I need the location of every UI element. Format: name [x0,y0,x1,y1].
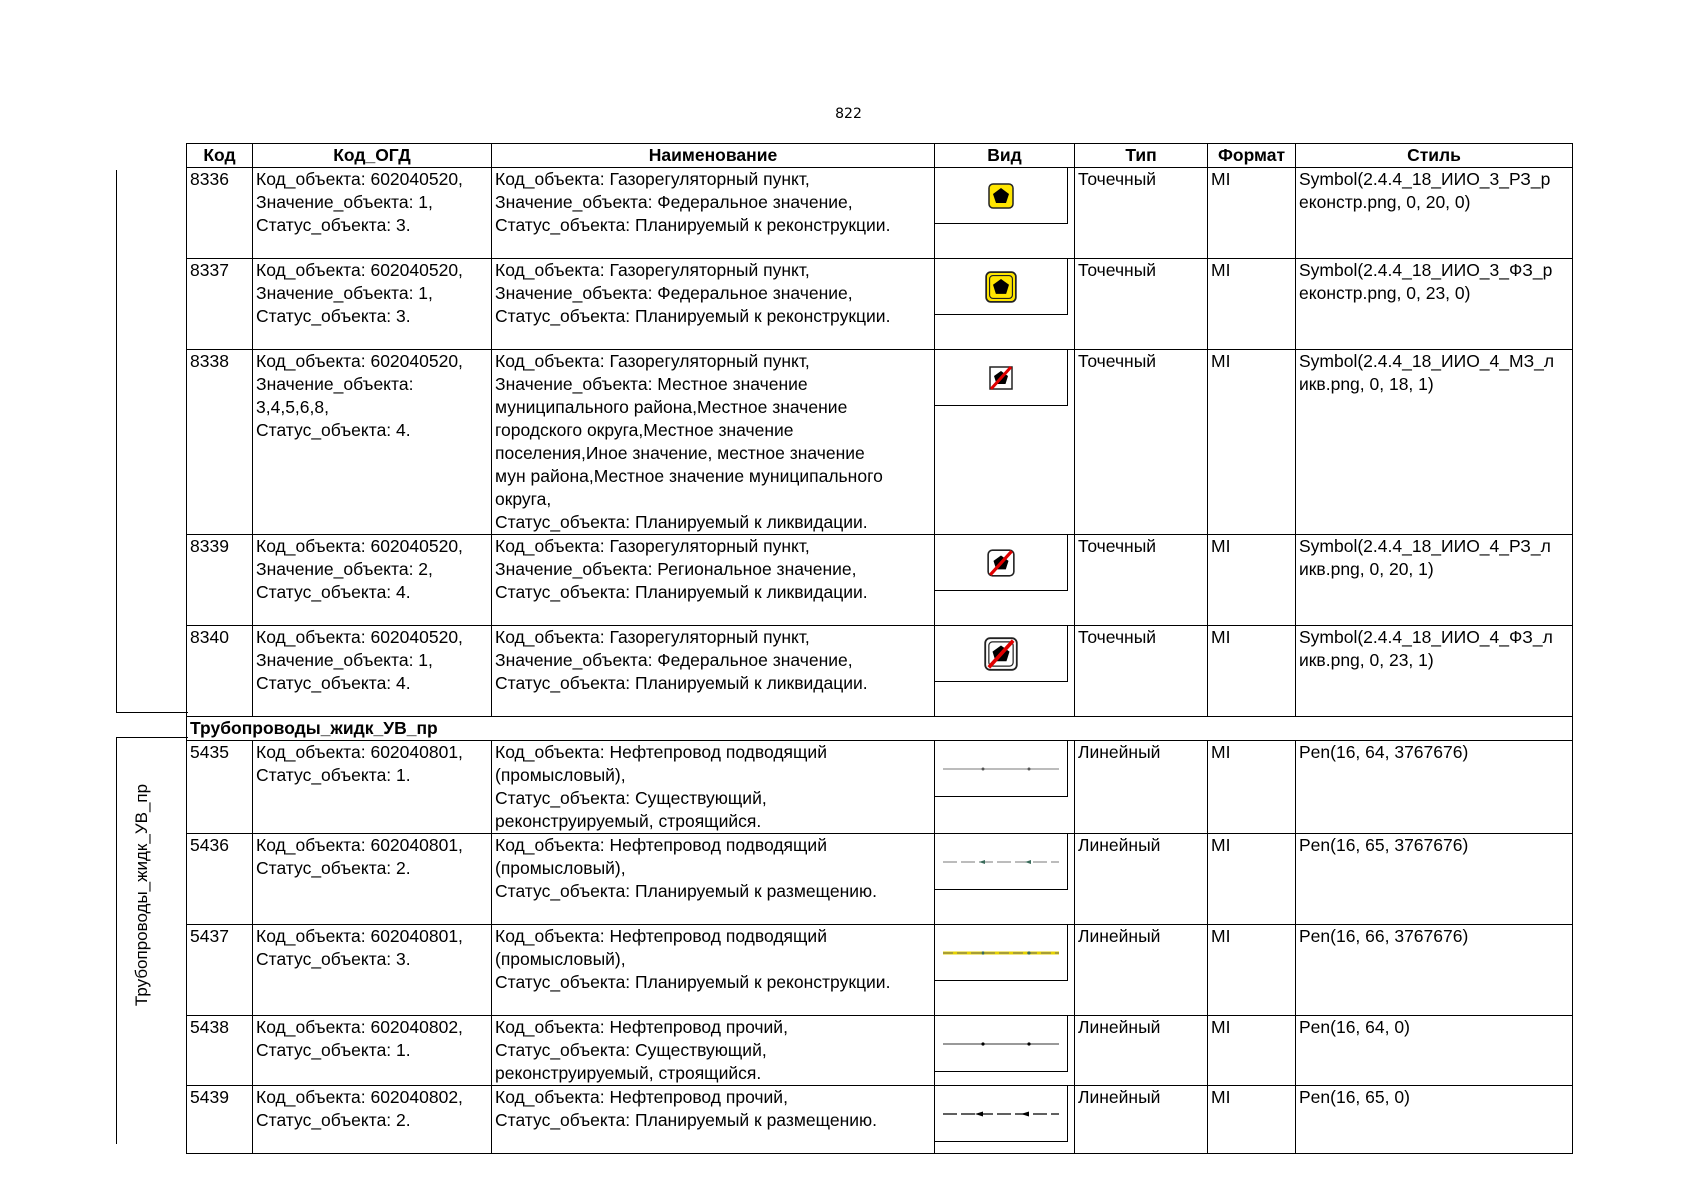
cell-kod: 5439 [187,1086,253,1154]
symbol-swatch [935,168,1068,224]
cell-stil: Symbol(2.4.4_18_ИИО_3_РЗ_р еконстр.png, 0, 20, 0) [1296,168,1573,259]
cell-stil: Symbol(2.4.4_18_ИИО_4_ФЗ_л икв.png, 0, 23, 1) [1296,626,1573,717]
pipeline-line-yellow-icon [941,948,1061,958]
cell-kod-ogd: Код_объекта: 602040520, Значение_объекта: 2, Статус_объекта: 4. [253,535,492,626]
cell-format: MI [1208,350,1296,535]
cell-format: MI [1208,1086,1296,1154]
cell-stil: Symbol(2.4.4_18_ИИО_4_МЗ_л икв.png, 0, 18, 1) [1296,350,1573,535]
cell-kod: 8339 [187,535,253,626]
cell-vid [935,168,1075,259]
header-naimenovanie: Наименование [492,144,935,168]
gas-point-liquidation-icon [987,364,1015,392]
cell-format: MI [1208,626,1296,717]
group-label: Трубопроводы_жидк_УВ_пр [132,783,151,1007]
cell-kod-ogd: Код_объекта: 602040520, Значение_объекта: 3,4,5,6,8, Статус_объекта: 4. [253,350,492,535]
legend-table [186,143,1573,1154]
cell-kod: 5437 [187,925,253,1016]
cell-naimenovanie: Код_объекта: Нефтепровод подводящий (промысловый), Статус_объекта: Существующий, реконструируемый, строящийся. [492,741,935,834]
cell-tip: Точечный [1075,168,1208,259]
gas-point-liquidation-federal-icon [984,637,1018,671]
table-header-row [187,144,1573,168]
cell-format: MI [1208,741,1296,834]
cell-tip: Линейный [1075,741,1208,834]
pipeline-line-dashed-grey-icon [941,857,1061,867]
cell-kod-ogd: Код_объекта: 602040520, Значение_объекта: 1, Статус_объекта: 3. [253,168,492,259]
header-stil: Стиль [1296,144,1573,168]
cell-tip: Линейный [1075,1086,1208,1154]
pipeline-line-dashed-black-icon [941,1109,1061,1119]
cell-naimenovanie: Код_объекта: Газорегуляторный пункт, Значение_объекта: Местное значение муниципального района,Местное значение городского округа,Местное значение поселения,Иное значение, местное значение мун района,Местное значение муниципального округа, Статус_объекта: Планируемый к ликвидации. [492,350,935,535]
group-bracket-bottom [116,737,117,1144]
cell-stil: Pen(16, 64, 0) [1296,1016,1573,1086]
cell-kod-ogd: Код_объекта: 602040801, Статус_объекта: 3. [253,925,492,1016]
cell-tip: Точечный [1075,626,1208,717]
cell-vid [935,925,1075,1016]
cell-vid [935,1016,1075,1086]
cell-naimenovanie: Код_объекта: Нефтепровод подводящий (промысловый), Статус_объекта: Планируемый к размещению. [492,834,935,925]
table-row [187,925,1573,1016]
gas-point-yellow-icon [987,182,1015,210]
cell-kod-ogd: Код_объекта: 602040801, Статус_объекта: 1. [253,741,492,834]
cell-format: MI [1208,1016,1296,1086]
pipeline-line-grey-icon [941,764,1061,774]
cell-vid [935,834,1075,925]
cell-kod-ogd: Код_объекта: 602040802, Статус_объекта: 2. [253,1086,492,1154]
cell-vid [935,741,1075,834]
cell-tip: Точечный [1075,350,1208,535]
table-row [187,350,1573,535]
table-row [187,1086,1573,1154]
cell-vid [935,1086,1075,1154]
cell-naimenovanie: Код_объекта: Нефтепровод прочий, Статус_объекта: Планируемый к размещению. [492,1086,935,1154]
group-bracket-bottom-start [116,737,188,738]
cell-naimenovanie: Код_объекта: Газорегуляторный пункт, Значение_объекта: Федеральное значение, Статус_объекта: Планируемый к реконструкции. [492,168,935,259]
cell-format: MI [1208,259,1296,350]
cell-kod: 8336 [187,168,253,259]
gas-point-yellow-framed-icon [985,271,1017,303]
table-row [187,834,1573,925]
page-number: 822 [835,106,862,122]
table-row [187,741,1573,834]
cell-kod: 5436 [187,834,253,925]
cell-naimenovanie: Код_объекта: Газорегуляторный пункт, Значение_объекта: Региональное значение, Статус_объекта: Планируемый к ликвидации. [492,535,935,626]
cell-format: MI [1208,834,1296,925]
cell-tip: Линейный [1075,1016,1208,1086]
header-kod: Код [187,144,253,168]
symbol-swatch [935,1016,1068,1072]
symbol-swatch [935,1086,1068,1142]
cell-vid [935,350,1075,535]
cell-tip: Точечный [1075,259,1208,350]
cell-format: MI [1208,535,1296,626]
gas-point-liquidation-regional-icon [986,548,1016,578]
cell-stil: Pen(16, 66, 3767676) [1296,925,1573,1016]
cell-naimenovanie: Код_объекта: Нефтепровод подводящий (промысловый), Статус_объекта: Планируемый к реконструкции. [492,925,935,1016]
table-row [187,535,1573,626]
symbol-swatch [935,626,1068,682]
symbol-swatch [935,925,1068,981]
section-header-row [187,717,1573,741]
header-kod-ogd: Код_ОГД [253,144,492,168]
cell-kod: 5438 [187,1016,253,1086]
cell-kod-ogd: Код_объекта: 602040520, Значение_объекта: 1, Статус_объекта: 4. [253,626,492,717]
cell-stil: Pen(16, 64, 3767676) [1296,741,1573,834]
symbol-swatch [935,741,1068,797]
header-vid: Вид [935,144,1075,168]
cell-format: MI [1208,925,1296,1016]
header-format: Формат [1208,144,1296,168]
symbol-swatch [935,535,1068,591]
table-row [187,168,1573,259]
cell-kod: 5435 [187,741,253,834]
group-bracket-top [116,170,117,712]
cell-kod: 8337 [187,259,253,350]
cell-kod-ogd: Код_объекта: 602040520, Значение_объекта: 1, Статус_объекта: 3. [253,259,492,350]
cell-kod-ogd: Код_объекта: 602040802, Статус_объекта: 1. [253,1016,492,1086]
group-bracket-top-end [116,712,188,713]
cell-vid [935,535,1075,626]
symbol-swatch [935,259,1068,315]
section-title: Трубопроводы_жидк_УВ_пр [187,717,1573,741]
pipeline-line-black-icon [941,1039,1061,1049]
cell-naimenovanie: Код_объекта: Газорегуляторный пункт, Значение_объекта: Федеральное значение, Статус_объекта: Планируемый к ликвидации. [492,626,935,717]
cell-naimenovanie: Код_объекта: Газорегуляторный пункт, Значение_объекта: Федеральное значение, Статус_объекта: Планируемый к реконструкции. [492,259,935,350]
cell-kod: 8338 [187,350,253,535]
cell-stil: Symbol(2.4.4_18_ИИО_4_РЗ_л икв.png, 0, 20, 1) [1296,535,1573,626]
cell-kod: 8340 [187,626,253,717]
symbol-swatch [935,350,1068,406]
table-row [187,259,1573,350]
table-row [187,626,1573,717]
cell-tip: Точечный [1075,535,1208,626]
cell-naimenovanie: Код_объекта: Нефтепровод прочий, Статус_объекта: Существующий, реконструируемый, строящийся. [492,1016,935,1086]
cell-tip: Линейный [1075,834,1208,925]
cell-stil: Symbol(2.4.4_18_ИИО_3_ФЗ_р еконстр.png, 0, 23, 0) [1296,259,1573,350]
cell-stil: Pen(16, 65, 3767676) [1296,834,1573,925]
header-tip: Тип [1075,144,1208,168]
cell-kod-ogd: Код_объекта: 602040801, Статус_объекта: 2. [253,834,492,925]
cell-vid [935,626,1075,717]
cell-tip: Линейный [1075,925,1208,1016]
cell-stil: Pen(16, 65, 0) [1296,1086,1573,1154]
cell-format: MI [1208,168,1296,259]
table-row [187,1016,1573,1086]
symbol-swatch [935,834,1068,890]
cell-vid [935,259,1075,350]
